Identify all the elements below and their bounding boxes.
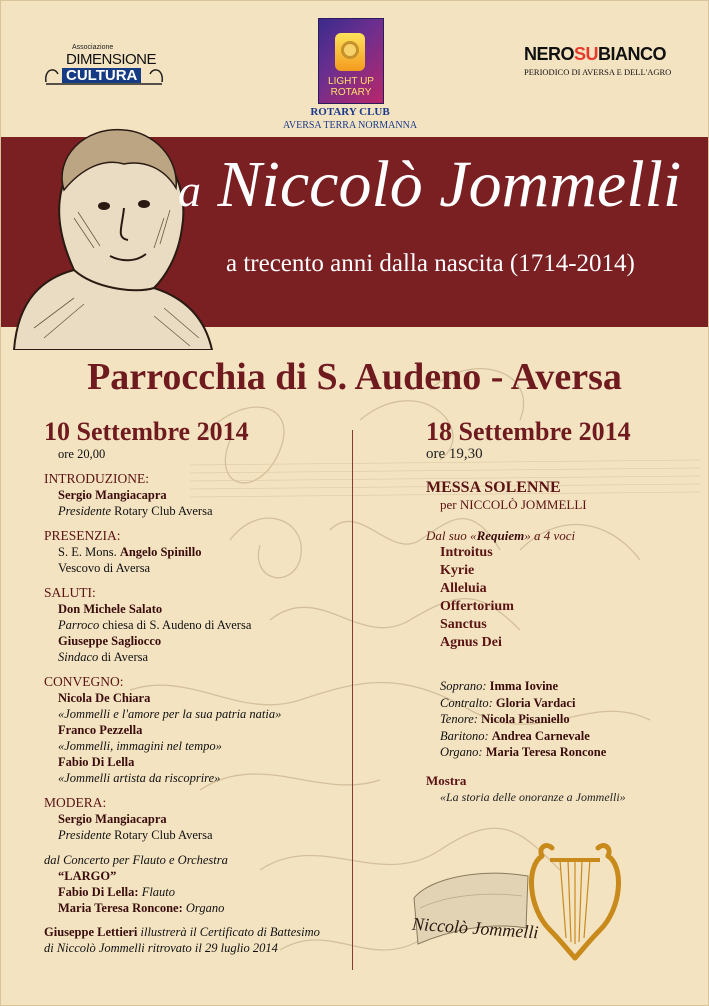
cultura-text: CULTURA: [62, 68, 141, 83]
event-time: ore 20,00: [58, 447, 106, 461]
mass-heading: MESSA SOLENNE: [426, 479, 561, 496]
performer-role: Contralto:: [440, 695, 493, 710]
composer-signature: Niccolò Jommelli: [411, 913, 540, 943]
event-date: 10 Settembre 2014: [44, 417, 249, 446]
exhibition-title: «La storia delle onoranze a Jommelli»: [440, 789, 626, 804]
logo-su: SU: [574, 44, 599, 64]
instrument: Flauto: [138, 885, 176, 899]
speaker-name: Franco Pezzella: [58, 723, 143, 737]
performer-name: Fabio Di Lella:: [58, 885, 139, 899]
banner-subtitle: a trecento anni dalla nascita (1714-2014): [226, 250, 635, 277]
rotary-text: ROTARY: [330, 87, 372, 98]
movement: Offertorium: [440, 599, 514, 614]
speaker-org: chiesa di S. Audeno di Aversa: [99, 618, 252, 632]
speaker-org: Rotary Club Aversa: [111, 504, 213, 518]
speaker-name: Angelo Spinillo: [119, 545, 202, 559]
speaker-role: Vescovo di Aversa: [58, 561, 151, 575]
instrument: Organo: [182, 901, 225, 915]
movement: Agnus Dei: [440, 635, 502, 650]
logo-nero: NERO: [524, 44, 575, 64]
assoc-label: Associazione: [72, 44, 114, 51]
section-heading: INTRODUZIONE:: [44, 471, 149, 486]
performer-name: Andrea Carnevale: [491, 728, 590, 743]
speaker-name: Sergio Mangiacapra: [58, 488, 167, 502]
requiem-title: Requiem: [476, 528, 525, 543]
requiem-text-a: Dal suo «: [426, 528, 477, 543]
performer-name: Gloria Vardaci: [495, 695, 576, 710]
dimensione-text: DIMENSIONE: [66, 51, 157, 68]
speaker-name: Don Michele Salato: [58, 602, 163, 616]
speaker-name: Giuseppe Sagliocco: [58, 634, 162, 648]
speaker-name: Fabio Di Lella: [58, 755, 135, 769]
section-heading: CONVEGNO:: [44, 674, 124, 689]
requiem-text-c: » a 4 voci: [524, 528, 576, 543]
talk-title: «Jommelli artista da riscoprire»: [58, 771, 221, 785]
speaker-name: Nicola De Chiara: [58, 691, 151, 705]
performer-role: Soprano:: [440, 679, 487, 693]
section-heading: MODERA:: [44, 795, 107, 810]
light-up-text: LIGHT UP: [328, 76, 374, 87]
section-heading: PRESENZIA:: [44, 528, 121, 543]
section-heading: SALUTI:: [44, 585, 96, 600]
rotary-club-subtitle: AVERSA TERRA NORMANNA: [282, 120, 418, 131]
performer-name: Maria Teresa Roncone: [485, 745, 607, 759]
talk-title: «Jommelli, immagini nel tempo»: [58, 739, 222, 753]
performer-name: Nicola Pisaniello: [481, 712, 570, 726]
title-prefix: S. E. Mons.: [58, 545, 120, 559]
performer-name: Maria Teresa Roncone:: [58, 901, 183, 915]
event-date: 18 Settembre 2014: [426, 417, 631, 446]
movement: Kyrie: [440, 563, 475, 578]
title-prefix: a: [178, 165, 201, 216]
speaker-org: Rotary Club Aversa: [111, 828, 213, 842]
final-note: illustrerà il Certificato di Battesimo: [137, 925, 320, 939]
speaker-role: Parroco: [58, 618, 100, 632]
talk-title: «Jommelli e l'amore per la sua patria natia»: [58, 707, 282, 721]
concert-title: “LARGO”: [58, 869, 117, 883]
speaker-name: Giuseppe Lettieri: [44, 925, 138, 939]
movement: Introitus: [440, 545, 493, 560]
performer-role: Baritono:: [440, 728, 489, 743]
exhibition-heading: Mostra: [426, 772, 467, 788]
logo-bianco: BIANCO: [598, 44, 667, 64]
final-note-2: di Niccolò Jommelli ritrovato il 29 luglio 2014: [44, 941, 278, 955]
speaker-role: Presidente: [58, 504, 111, 518]
event-time: ore 19,30: [426, 446, 483, 462]
logo-tagline: PERIODICO DI AVERSA E DELL'AGRO: [524, 67, 672, 77]
speaker-role: Presidente: [58, 828, 111, 842]
performer-name: Imma Iovine: [489, 679, 559, 693]
movement: Alleluia: [440, 581, 487, 596]
performer-role: Tenore:: [440, 712, 478, 726]
concert-intro: dal Concerto per Flauto e Orchestra: [44, 853, 228, 867]
venue-heading: Parrocchia di S. Audeno - Aversa: [87, 356, 622, 398]
composer-name: Niccolò Jommelli: [217, 148, 682, 221]
rotary-club-label: ROTARY CLUB: [310, 106, 390, 118]
speaker-role: Sindaco: [58, 650, 99, 664]
speaker-name: Sergio Mangiacapra: [58, 812, 167, 826]
movement: Sanctus: [440, 617, 487, 632]
mass-dedication: per NICCOLÒ JOMMELLI: [440, 497, 587, 512]
speaker-org: di Aversa: [98, 650, 149, 664]
performer-role: Organo:: [440, 745, 483, 759]
